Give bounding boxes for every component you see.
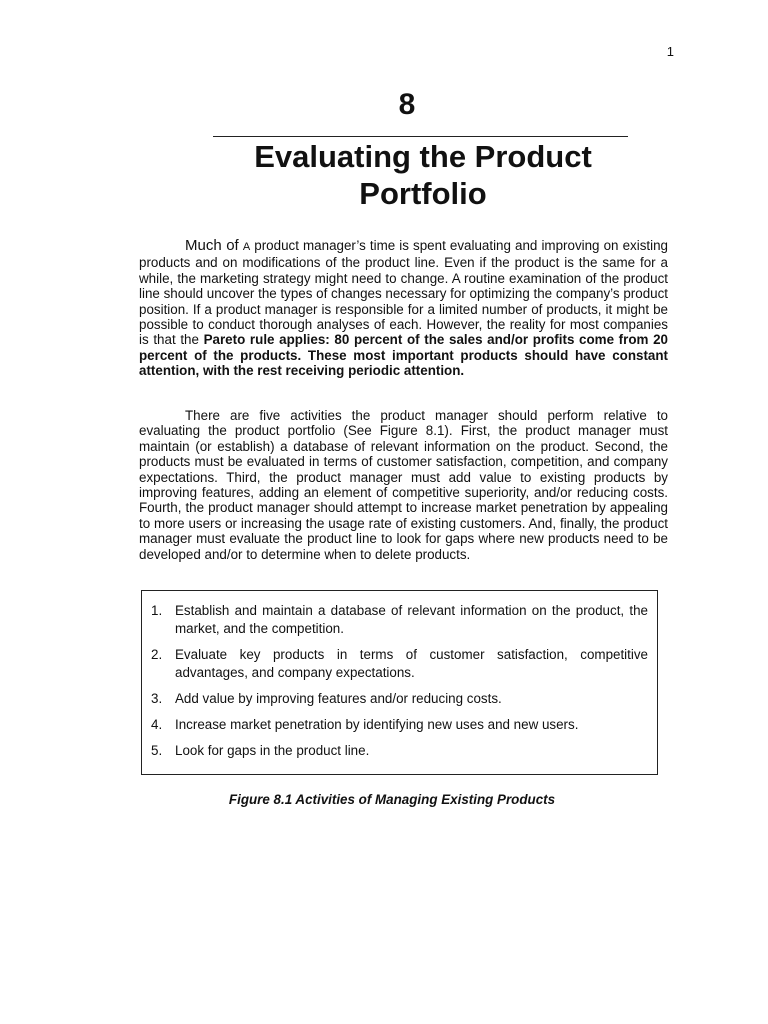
pareto-rule-text: Pareto rule applies: 80 percent of the sales and/or profits come from 20 percent of the products. These most important products should have constant attention, with the rest receiving periodic attention. (139, 332, 668, 379)
paragraph-lead-in: Much of (185, 237, 239, 254)
chapter-title (213, 138, 633, 212)
list-item-number: 5. (151, 743, 163, 758)
figure-caption: Figure 8.1 Activities of Managing Existing Products (228, 792, 556, 807)
list-item-text: Look for gaps in the product line. (175, 743, 370, 758)
chapter-title-line-1: Evaluating the Product (254, 139, 592, 174)
list-item-number: 3. (151, 691, 163, 706)
page-number: 1 (666, 44, 674, 59)
list-item-text: Evaluate key products in terms of customer satisfaction, competitive advantages, and company expectations. (175, 647, 648, 680)
paragraph-intro (139, 238, 668, 379)
activities-list (142, 591, 657, 760)
chapter-divider (213, 136, 628, 137)
chapter-number: 8 (398, 88, 416, 121)
list-item-text: Increase market penetration by identifying new uses and new users. (175, 717, 579, 732)
list-item (151, 646, 648, 682)
list-item-text: Establish and maintain a database of relevant information on the product, the market, and the competition. (175, 603, 648, 636)
paragraph-intro-text: product manager’s time is spent evaluating and improving on existing products and on modifications of the product line. Even if the product is the same for a while, the marketing strategy might need to change. A routine examination of the product line should uncover the types of changes necessary for optimizing the company’s product position. If a product manager is responsible for a limited number of products, it might be possible to conduct thorough analyses of each. However, the reality for most companies is that the (139, 238, 668, 348)
list-item-number: 2. (151, 647, 163, 662)
paragraph-activities-text: There are five activities the product manager should perform relative to evaluating the product portfolio (See Figure 8.1). First, the product manager must maintain (or establish) a database of relevant information on the product. Second, the products must be evaluated in terms of customer satisfaction, competition, and company expectations. Third, the product manager must add value to existing products by improving features, adding an element of competitive superiority, and/or reducing costs. Fourth, the product manager should attempt to increase market penetration by appealing to more users or increasing the usage rate of existing customers. And, finally, the product manager must evaluate the product line to look for gaps where new products need to be developed and/or to determine when to delete products. (139, 408, 668, 562)
list-item (151, 690, 648, 708)
paragraph-small-a: A (242, 241, 251, 253)
list-item-text: Add value by improving features and/or reducing costs. (175, 691, 502, 706)
paragraph-activities (139, 408, 668, 562)
list-item (151, 602, 648, 638)
list-item-number: 1. (151, 603, 163, 618)
list-item-number: 4. (151, 717, 163, 732)
figure-box (141, 590, 658, 775)
list-item (151, 716, 648, 734)
chapter-title-line-2: Portfolio (359, 176, 487, 211)
list-item (151, 742, 648, 760)
